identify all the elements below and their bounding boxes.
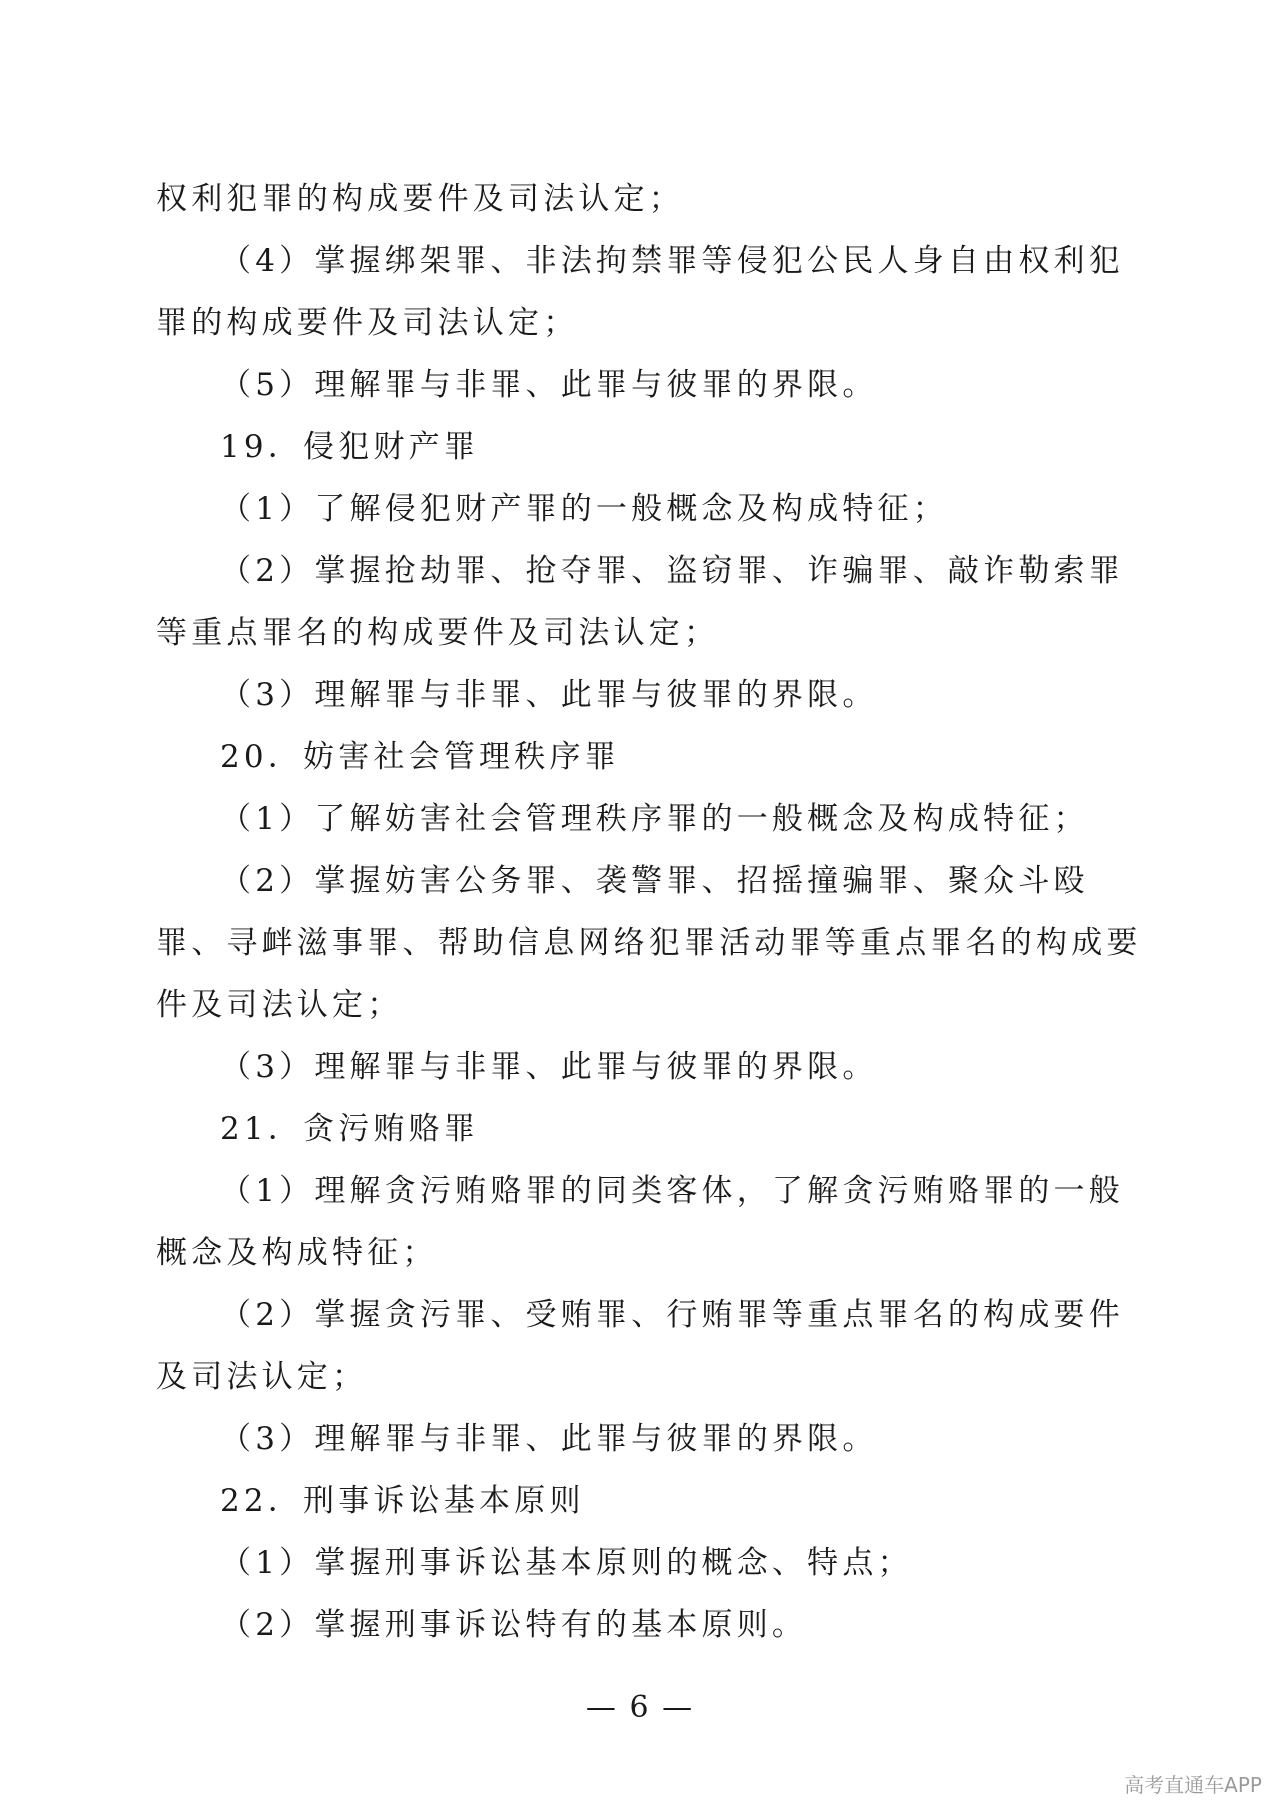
text-line: （4）掌握绑架罪、非法拘禁罪等侵犯公民人身自由权利犯 (220, 243, 1124, 279)
text-line: 权利犯罪的构成要件及司法认定； (156, 181, 684, 217)
document-body (156, 168, 1142, 1656)
text-line: 件及司法认定； (156, 987, 403, 1023)
watermark: 高考直通车APP (1124, 1773, 1262, 1797)
text-line: （2）掌握妨害公务罪、袭警罪、招摇撞骗罪、聚众斗殴 (220, 863, 1089, 899)
text-line: （1）了解侵犯财产罪的一般概念及构成特征； (220, 491, 948, 527)
text-line: （1）理解贪污贿赂罪的同类客体，了解贪污贿赂罪的一般 (220, 1173, 1124, 1209)
text-line: （5）理解罪与非罪、此罪与彼罪的界限。 (220, 367, 878, 403)
text-line: （1）掌握刑事诉讼基本原则的概念、特点； (220, 1545, 913, 1581)
page-number: — 6 — (585, 1690, 695, 1725)
text-line: 罪、寻衅滋事罪、帮助信息网络犯罪活动罪等重点罪名的构成要 (156, 925, 1142, 961)
text-line: 及司法认定； (156, 1359, 368, 1395)
text-line: 罪的构成要件及司法认定； (156, 305, 579, 341)
text-line: （2）掌握抢劫罪、抢夺罪、盗窃罪、诈骗罪、敲诈勒索罪 (220, 553, 1124, 589)
text-line: 20．妨害社会管理秩序罪 (220, 739, 620, 775)
text-line: 等重点罪名的构成要件及司法认定； (156, 615, 720, 651)
text-line: （3）理解罪与非罪、此罪与彼罪的界限。 (220, 1049, 878, 1085)
text-line: （3）理解罪与非罪、此罪与彼罪的界限。 (220, 677, 878, 713)
text-line: （3）理解罪与非罪、此罪与彼罪的界限。 (220, 1421, 878, 1457)
text-line: 概念及构成特征； (156, 1235, 438, 1271)
text-line: （1）了解妨害社会管理秩序罪的一般概念及构成特征； (220, 801, 1089, 837)
text-line: 22．刑事诉讼基本原则 (220, 1483, 585, 1519)
text-line: （2）掌握刑事诉讼特有的基本原则。 (220, 1607, 808, 1643)
text-line: 19．侵犯财产罪 (220, 429, 480, 465)
text-line: 21．贪污贿赂罪 (220, 1111, 480, 1147)
text-line: （2）掌握贪污罪、受贿罪、行贿罪等重点罪名的构成要件 (220, 1297, 1124, 1333)
